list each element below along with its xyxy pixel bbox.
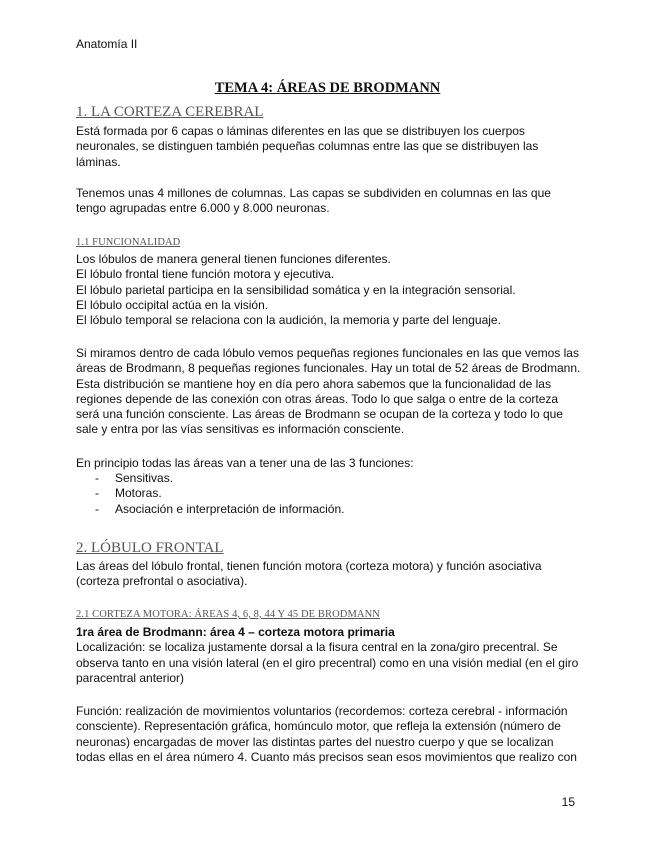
text-line: El lóbulo temporal se relaciona con la audición, la memoria y parte del lenguaje. bbox=[76, 313, 501, 328]
page-header: Anatomía II bbox=[76, 37, 138, 51]
paragraph bbox=[76, 559, 556, 590]
page-number: 15 bbox=[561, 795, 575, 809]
subsection-heading-funcionalidad: 1.1 FUNCIONALIDAD bbox=[76, 237, 181, 248]
text-line: láminas. bbox=[76, 154, 121, 169]
paragraph bbox=[76, 186, 556, 217]
paragraph bbox=[76, 252, 556, 328]
text-line: sale y entra por las vías sensitivas es información consciente. bbox=[76, 422, 405, 437]
text-line: será una función consciente. Las áreas de Brodmann se ocupan de la corteza y todo lo que bbox=[76, 407, 563, 422]
text-line: tengo agrupadas entre 6.000 y 8.000 neuronas. bbox=[76, 201, 330, 216]
paragraph bbox=[76, 625, 579, 686]
text-line: Los lóbulos de manera general tienen funciones diferentes. bbox=[76, 252, 391, 266]
paragraph bbox=[76, 124, 556, 170]
document-title: TEMA 4: ÁREAS DE BRODMANN bbox=[214, 80, 441, 96]
text-line: paracentral anterior) bbox=[76, 670, 185, 685]
subsection-heading-corteza-motora: 2.1 CORTEZA MOTORA: ÁREAS 4, 6, 8, 44 Y 45 DE BRODMANN bbox=[76, 609, 380, 620]
text-line: El lóbulo frontal tiene función motora y ejecutiva. bbox=[76, 267, 335, 282]
list-item-text: Motoras. bbox=[115, 486, 162, 501]
text-line: Función: realización de movimientos voluntarios (recordemos: corteza cerebral - información bbox=[76, 704, 568, 718]
bullet-marker: - bbox=[95, 486, 99, 501]
text-line: Si miramos dentro de cada lóbulo vemos pequeñas regiones funcionales en las que vemos las bbox=[76, 346, 579, 360]
text-line: observa tanto en una visión lateral (en el giro precentral) como en una visión medial (en el giro bbox=[76, 655, 579, 670]
paragraph: En principio todas las áreas van a tener una de las 3 funciones: bbox=[76, 456, 414, 470]
text-line: consciente). Representación gráfica, homúnculo motor, que refleja la extensión (número de bbox=[76, 719, 561, 734]
text-line: (corteza prefrontal o asociativa). bbox=[76, 574, 248, 589]
text-line: regiones depende de las conexión con otras áreas. Todo lo que salga o entre de la corteza bbox=[76, 391, 559, 406]
list-item bbox=[95, 471, 344, 486]
text-line: neuronas) encargadas de mover las distintas partes del nuestro cuerpo y que se localizan bbox=[76, 734, 554, 749]
text-line: áreas de Brodmann, 8 pequeñas regiones funcionales. Hay un total de 52 áreas de Brodmann. bbox=[76, 361, 581, 376]
paragraph bbox=[76, 704, 577, 765]
text-line: neuronales, se distinguen también pequeñas columnas entre las que se distribuyen las bbox=[76, 139, 539, 154]
text-line: Está formada por 6 capas o láminas diferentes en las que se distribuyen los cuerpos bbox=[76, 124, 525, 138]
list-item-text: Asociación e interpretación de información. bbox=[115, 501, 345, 516]
bullet-list bbox=[95, 471, 344, 517]
list-item-text: Sensitivas. bbox=[115, 471, 174, 485]
text-line: El lóbulo parietal participa en la sensibilidad somática y en la integración sensorial. bbox=[76, 282, 516, 297]
list-item bbox=[95, 486, 344, 501]
text-line: El lóbulo occipital actúa en la visión. bbox=[76, 297, 269, 312]
text-line: Esta distribución se mantiene hoy en día pero ahora sabemos que la funcionalidad de las bbox=[76, 376, 551, 391]
text-line: Localización: se localiza justamente dorsal a la fisura central en la zona/giro precentral. Se bbox=[76, 640, 558, 655]
bullet-marker: - bbox=[95, 471, 99, 485]
paragraph bbox=[76, 346, 581, 438]
text-line: Las áreas del lóbulo frontal, tienen función motora (corteza motora) y función asociativa bbox=[76, 559, 542, 573]
text-line: Tenemos unas 4 millones de columnas. Las capas se subdividen en columnas en las que bbox=[76, 186, 551, 200]
section-heading-lobulo-frontal: 2. LÓBULO FRONTAL bbox=[76, 540, 224, 556]
bold-line: 1ra área de Brodmann: área 4 – corteza motora primaria bbox=[76, 625, 395, 639]
list-item bbox=[95, 502, 344, 517]
text-line: todas ellas en el área número 4. Cuanto más precisos sean esos movimientos que realizo con bbox=[76, 749, 577, 764]
section-heading-corteza: 1. LA CORTEZA CEREBRAL bbox=[76, 104, 264, 120]
bullet-marker: - bbox=[95, 501, 99, 516]
